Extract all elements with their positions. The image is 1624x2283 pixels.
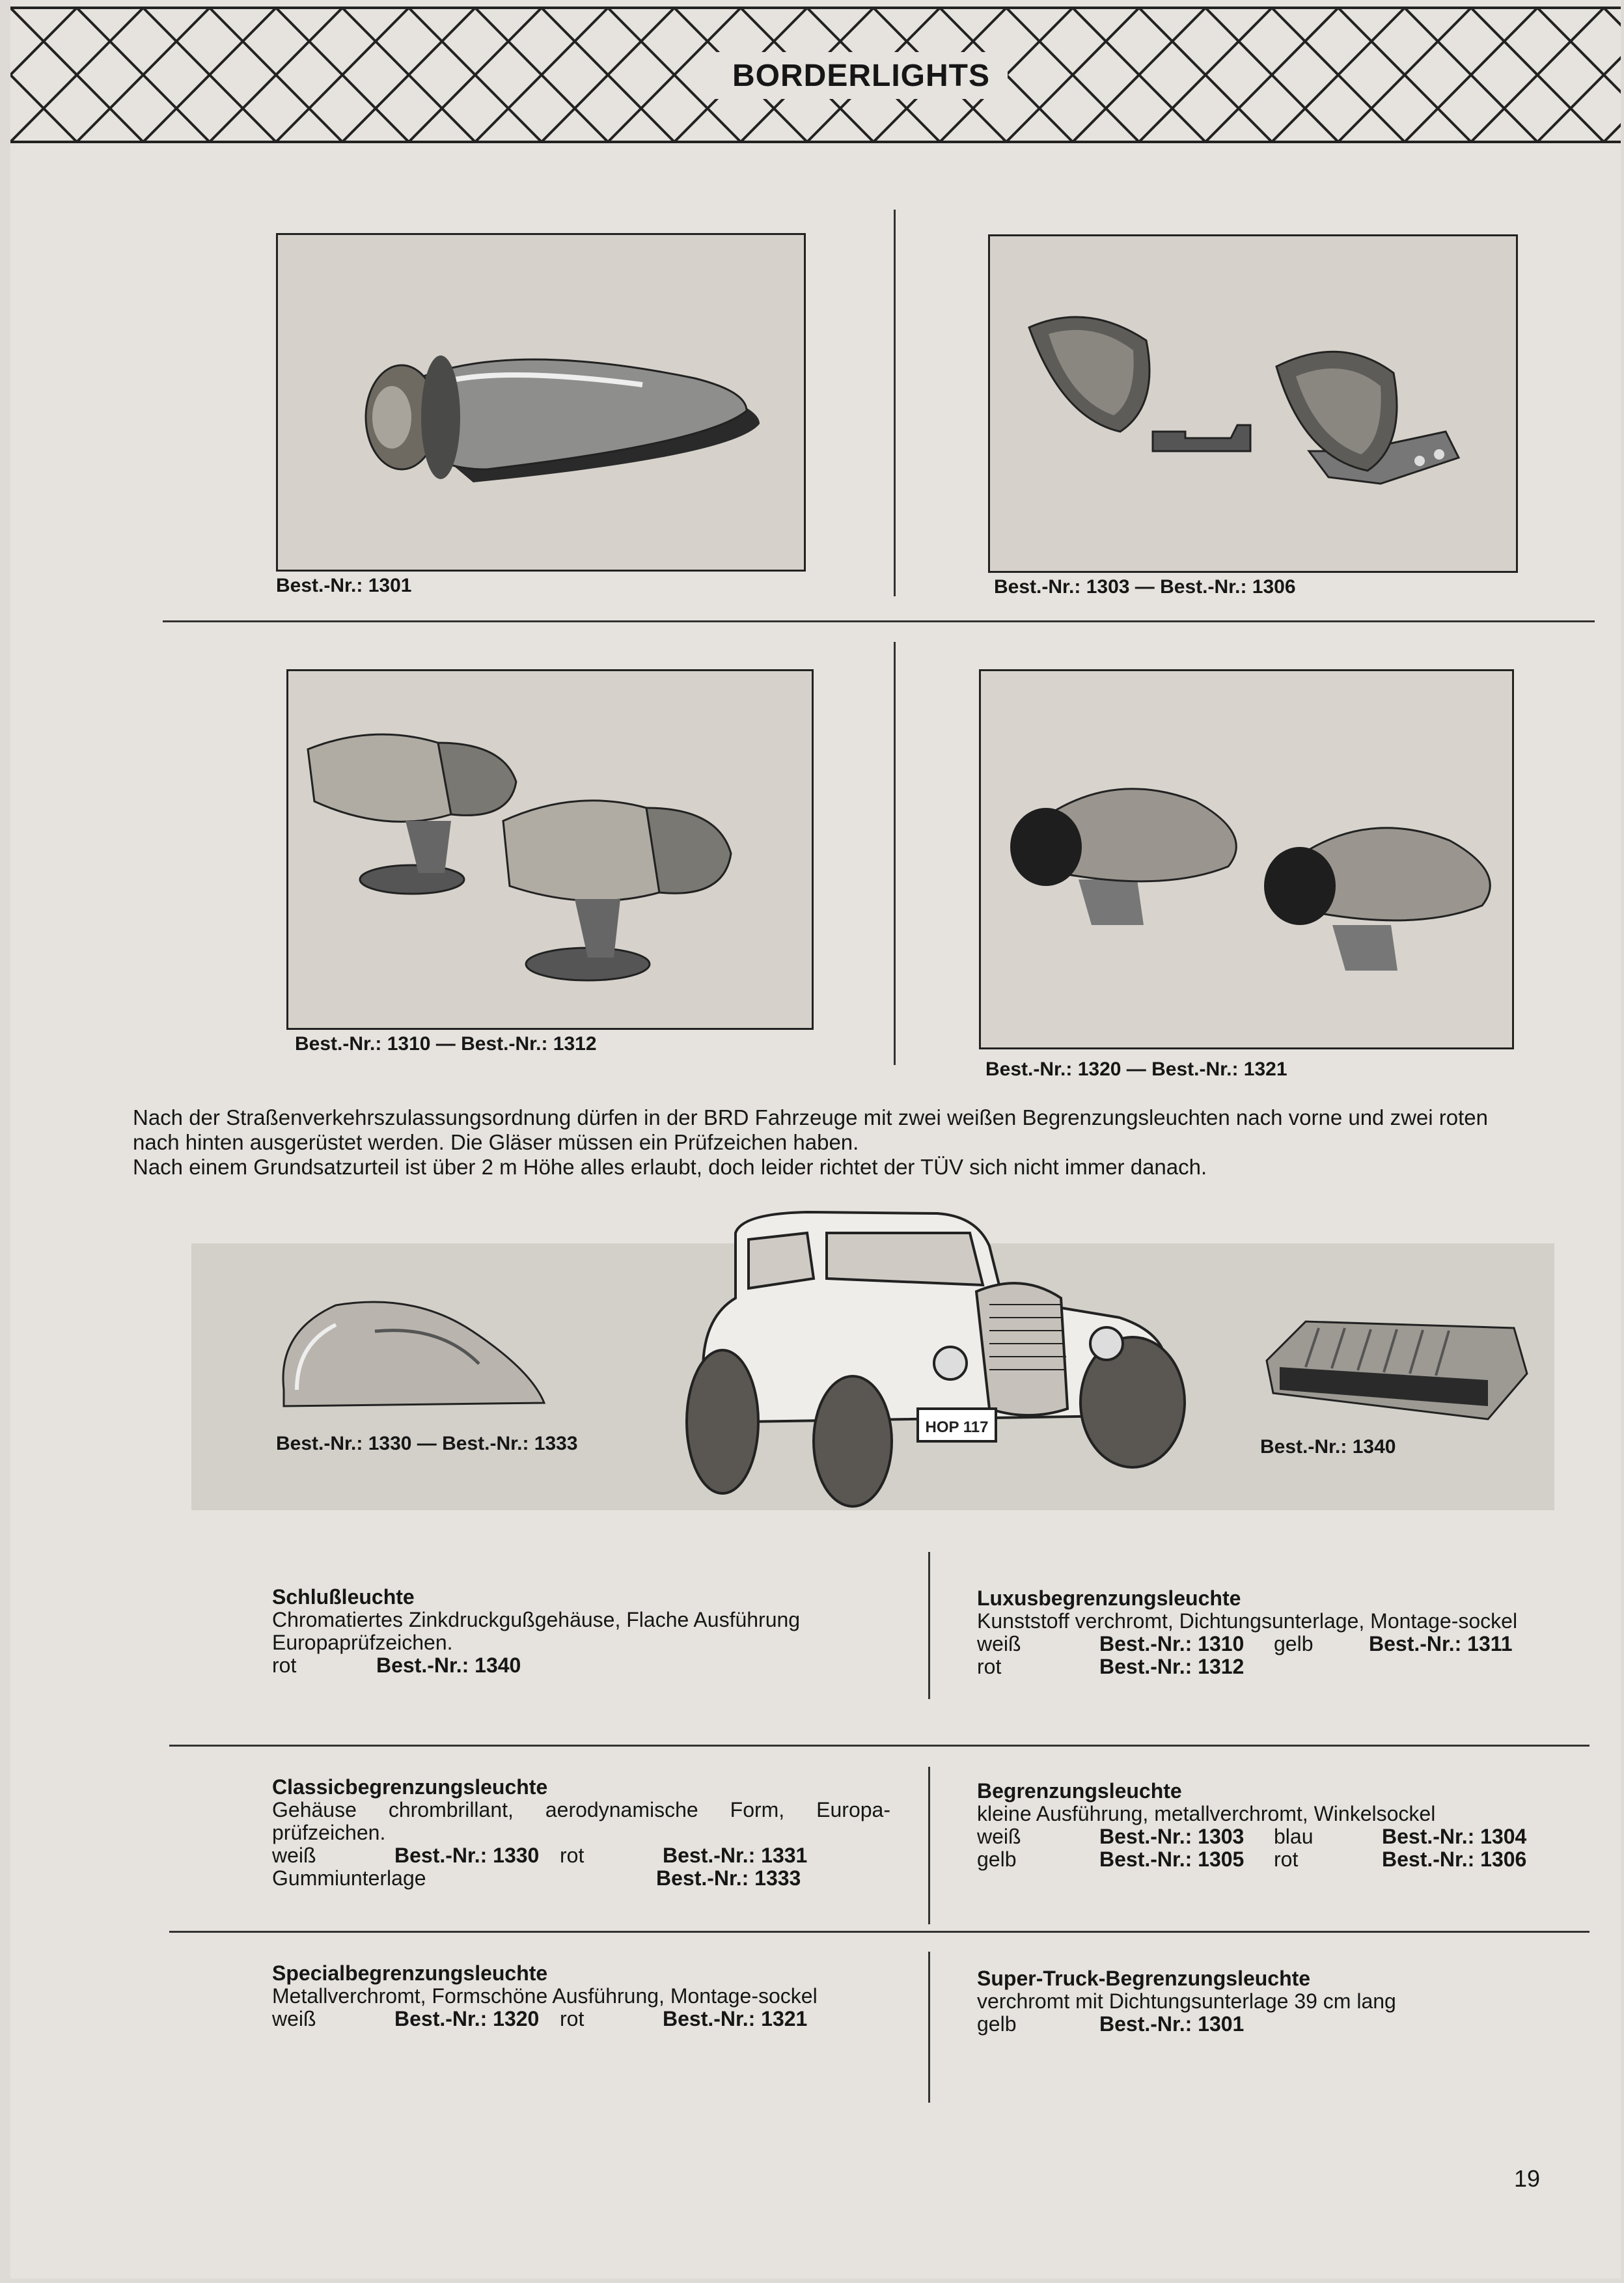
order-number: Best.-Nr.: 1304: [1382, 1825, 1527, 1848]
product-description: Gehäuse chrombrillant, aerodynamische Form, Europa-prüfzeichen.: [272, 1798, 890, 1844]
intro-line-3: Nach einem Grundsatzurteil ist über 2 m Höhe alles erlaubt, doch leider richtet der TÜV sich nicht immer danach.: [133, 1155, 1207, 1179]
order-number: Best.-Nr.: 1305: [1099, 1847, 1245, 1871]
divider-desc-3: [928, 1952, 930, 2103]
product-row: [977, 1655, 1589, 1678]
product-row: [977, 2013, 1589, 2036]
divider-desc-1: [928, 1552, 930, 1699]
product-row: [977, 1633, 1589, 1655]
divider-desc-2: [928, 1767, 930, 1924]
page-title: BORDERLIGHTS: [715, 52, 1008, 99]
lamp-1320-illustration: [981, 671, 1512, 1047]
divider-vertical-middle: [894, 642, 896, 1065]
product-title: Schlußleuchte: [272, 1585, 415, 1609]
product-title: Specialbegrenzungsleuchte: [272, 1961, 548, 1985]
color-label: weiß: [272, 2007, 316, 2030]
caption-1320-1321: Best.-Nr.: 1320 — Best.-Nr.: 1321: [985, 1058, 1287, 1080]
order-number: Best.-Nr.: 1312: [1099, 1655, 1245, 1678]
photo-1310-1312: [286, 669, 814, 1030]
color-label: rot: [977, 1655, 1002, 1678]
page-number: 19: [1514, 2165, 1541, 2192]
color-label: gelb: [977, 1847, 1017, 1871]
catalog-page: [10, 0, 1621, 2278]
color-label: gelb: [977, 2012, 1017, 2036]
color-label: rot: [1274, 1847, 1299, 1871]
lamp-1301-illustration: [278, 235, 804, 570]
photo-1320-1321: [979, 669, 1514, 1049]
order-number: Best.-Nr.: 1301: [1099, 2012, 1245, 2036]
product-title: Super-Truck-Begrenzungsleuchte: [977, 1967, 1311, 1990]
product-row: [272, 1654, 890, 1677]
product-row: [977, 1848, 1589, 1871]
lamp-1303-illustration: [990, 236, 1516, 571]
lamp-1310-illustration: [288, 671, 812, 1028]
color-label: rot: [560, 2007, 585, 2030]
caption-1330-1333: Best.-Nr.: 1330 — Best.-Nr.: 1333: [276, 1433, 578, 1454]
order-number: Best.-Nr.: 1320: [394, 2007, 540, 2030]
color-label: weiß: [272, 1844, 316, 1867]
product-begrenzungsleuchte: [977, 1780, 1589, 1871]
color-label: weiß: [977, 1825, 1021, 1848]
order-number: Best.-Nr.: 1306: [1382, 1847, 1527, 1871]
order-number: Best.-Nr.: 1340: [376, 1653, 521, 1677]
color-label: rot: [560, 1844, 585, 1867]
photo-1303-1306: [988, 234, 1518, 573]
order-number: Best.-Nr.: 1333: [656, 1866, 801, 1890]
product-row: [272, 2008, 890, 2030]
color-label: gelb: [1274, 1632, 1314, 1655]
intro-text: [133, 1105, 1610, 1180]
order-number: Best.-Nr.: 1303: [1099, 1825, 1245, 1848]
product-title: Classicbegrenzungsleuchte: [272, 1775, 548, 1799]
product-description: Chromatiertes Zinkdruckgußgehäuse, Flache Ausführung Europaprüfzeichen.: [272, 1608, 801, 1654]
hot-rod-car-drawing: [664, 1207, 1204, 1513]
product-row: [977, 1825, 1589, 1848]
product-schlussleuchte: [272, 1586, 890, 1677]
product-row: [272, 1844, 890, 1867]
product-description: Kunststoff verchromt, Dichtungsunterlage, Montage-sockel: [977, 1609, 1518, 1633]
product-row: [272, 1867, 890, 1890]
intro-line-1: Nach der Straßenverkehrszulassungsordnung dürfen in der BRD Fahrzeuge mit zwei weißen Begrenzungsleuchten nach vorne und zwei roten: [133, 1105, 1488, 1129]
product-description: Metallverchromt, Formschöne Ausführung, Montage-sockel: [272, 1984, 818, 2008]
color-label: blau: [1274, 1825, 1314, 1848]
caption-1303-1306: Best.-Nr.: 1303 — Best.-Nr.: 1306: [994, 576, 1296, 598]
order-number: Best.-Nr.: 1311: [1369, 1632, 1513, 1655]
order-number: Best.-Nr.: 1331: [663, 1844, 808, 1867]
order-number: Best.-Nr.: 1330: [394, 1844, 540, 1867]
product-super-truck-begrenzungsleuchte: [977, 1967, 1589, 2036]
lamp-1340-illustration: [1254, 1308, 1540, 1426]
product-specialbegrenzungsleuchte: [272, 1962, 890, 2030]
intro-line-2: nach hinten ausgerüstet werden. Die Gläser müssen ein Prüfzeichen haben.: [133, 1130, 859, 1154]
lamp-1330-illustration: [271, 1292, 557, 1422]
material-label: Gummiunterlage: [272, 1866, 426, 1890]
caption-1301: Best.-Nr.: 1301: [276, 575, 412, 596]
product-luxusbegrenzungsleuchte: [977, 1587, 1589, 1678]
product-classicbegrenzungsleuchte: [272, 1776, 890, 1890]
order-number: Best.-Nr.: 1310: [1099, 1632, 1245, 1655]
order-number: Best.-Nr.: 1321: [663, 2007, 808, 2030]
divider-horizontal-1: [163, 620, 1595, 622]
color-label: rot: [272, 1653, 297, 1677]
divider-desc-row-2: [169, 1931, 1590, 1933]
license-plate: HOP 117: [925, 1418, 989, 1436]
color-label: weiß: [977, 1632, 1021, 1655]
caption-1310-1312: Best.-Nr.: 1310 — Best.-Nr.: 1312: [295, 1033, 597, 1055]
divider-vertical-top: [894, 210, 896, 596]
product-description: verchromt mit Dichtungsunterlage 39 cm lang: [977, 1989, 1396, 2013]
product-title: Begrenzungsleuchte: [977, 1779, 1182, 1803]
caption-1340: Best.-Nr.: 1340: [1260, 1436, 1396, 1458]
product-title: Luxusbegrenzungsleuchte: [977, 1586, 1241, 1610]
photo-1301: [276, 233, 806, 572]
product-description: kleine Ausführung, metallverchromt, Winkelsockel: [977, 1802, 1436, 1825]
divider-desc-row-1: [169, 1745, 1590, 1747]
